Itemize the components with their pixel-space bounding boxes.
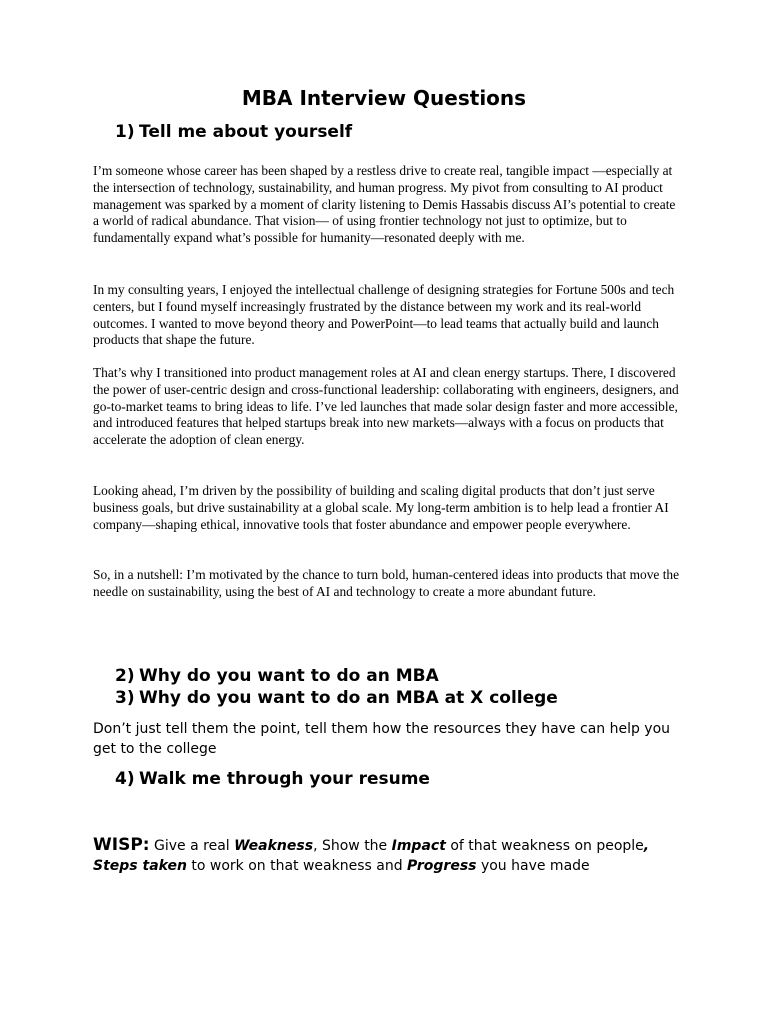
question-1 [115, 121, 352, 143]
question-3 [115, 687, 558, 709]
wisp-progress: Progress [407, 858, 477, 874]
question-number: 2) [115, 666, 135, 686]
question-number: 4) [115, 769, 135, 789]
answer-paragraph-2: In my consulting years, I enjoyed the intellectual challenge of designing strategies for Fortune 500s and tech centers, but I found myself increasingly frustrated by the distance between my work and its real-world outcomes. I wanted to move beyond theory and PowerPoint—to lead teams that actually build and launch products that shape the future. [93, 282, 675, 348]
question-text: Why do you want to do an MBA at X college [139, 688, 558, 708]
question-text: Walk me through your resume [139, 769, 430, 789]
wisp-label: WISP: [93, 835, 150, 855]
wisp-steps-taken: , Steps taken [93, 838, 650, 874]
page-title: MBA Interview Questions [241, 86, 527, 110]
question-number: 1) [115, 122, 135, 142]
answer-paragraph-3: That’s why I transitioned into product management roles at AI and clean energy startups. There, I discovered the power of user-centric design and cross-functional leadership: collaborating with engineers, designers, and go-to-market teams to bring ideas to life. I’ve led launches that made solar design faster and more accessible, and introduced features that helped startups break into new markets—always with a focus on products that accelerate the adoption of clean energy. [93, 365, 679, 448]
answer-paragraph-1: I’m someone whose career has been shaped by a restless drive to create real, tangible impact —especially at the intersection of technology, sustainability, and human progress. My pivot from consulting to AI product management was sparked by a moment of clarity listening to Demis Hassabis discuss AI’s potential to create a world of radical abundance. That vision— of using frontier technology not just to optimize, but to fundamentally expand what’s possible for humanity—resonated deeply with me. [93, 163, 676, 246]
wisp-text: , Show the [313, 838, 392, 854]
note-paragraph: Don’t just tell them the point, tell them how the resources they have can help you get to the college [93, 721, 671, 757]
question-text: Why do you want to do an MBA [139, 666, 439, 686]
wisp-paragraph [93, 835, 683, 876]
wisp-impact: Impact [391, 838, 446, 854]
question-2 [115, 665, 439, 687]
wisp-text: to work on that weakness and [186, 858, 408, 874]
question-4 [115, 768, 430, 790]
wisp-text: Give a real [149, 838, 235, 854]
answer-paragraph-5: So, in a nutshell: I’m motivated by the chance to turn bold, human-centered ideas into products that move the needle on sustainability, using the best of AI and technology to create a more abundant future. [93, 567, 680, 599]
question-number: 3) [115, 688, 135, 708]
wisp-text: of that weakness on people [445, 838, 644, 854]
wisp-text: you have made [476, 858, 590, 874]
wisp-weakness: Weakness [234, 838, 314, 854]
answer-paragraph-4: Looking ahead, I’m driven by the possibility of building and scaling digital products that don’t just serve business goals, but drive sustainability at a global scale. My long-term ambition is to help lead a frontier AI company—shaping ethical, innovative tools that foster abundance and empower people everywhere. [93, 483, 669, 532]
question-text: Tell me about yourself [139, 122, 353, 142]
